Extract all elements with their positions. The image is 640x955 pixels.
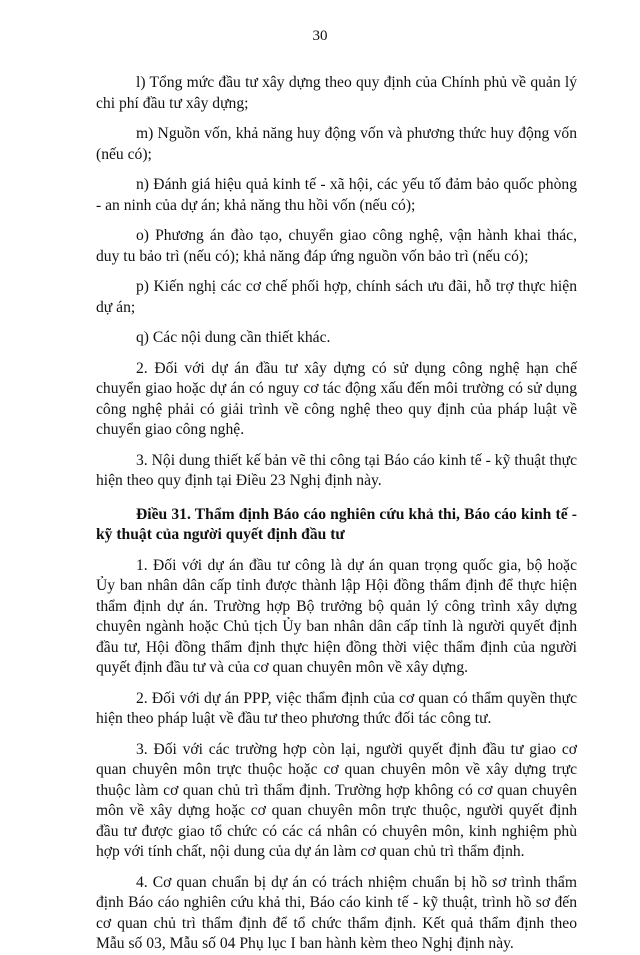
article-31-clause-1: 1. Đối với dự án đầu tư công là dự án quan trọng quốc gia, bộ hoặc Ủy ban nhân dân cấp tỉnh được thành lập Hội đồng thẩm định để thực hiện thẩm định dự án. Trường hợp Bộ trưởng bộ quản lý công trình xây dựng chuyên ngành hoặc Chủ tịch Ủy ban nhân dân cấp tỉnh là người quyết định đầu tư, Hội đồng thẩm định thực hiện đồng thời việc thẩm định của người quyết định đầu tư và của cơ quan chuyên môn về xây dựng. — [96, 556, 577, 676]
paragraph-n: n) Đánh giá hiệu quả kinh tế - xã hội, các yếu tố đảm bảo quốc phòng - an ninh của dự án; khả năng thu hồi vốn (nếu có); — [96, 176, 577, 214]
article-31-clause-2: 2. Đối với dự án PPP, việc thẩm định của cơ quan có thẩm quyền thực hiện theo pháp luật về đầu tư theo phương thức đối tác công tư. — [96, 689, 577, 727]
page-number: 30 — [312, 28, 328, 44]
paragraph-item-3: 3. Nội dung thiết kế bản vẽ thi công tại Báo cáo kinh tế - kỹ thuật thực hiện theo quy định tại Điều 23 Nghị định này. — [96, 451, 577, 489]
paragraph-p: p) Kiến nghị các cơ chế phối hợp, chính sách ưu đãi, hỗ trợ thực hiện dự án; — [96, 278, 577, 316]
paragraph-q: q) Các nội dung cần thiết khác. — [136, 329, 331, 346]
article-31-heading: Điều 31. Thẩm định Báo cáo nghiên cứu khả thi, Báo cáo kinh tế - kỹ thuật của người quyết định đầu tư — [96, 505, 577, 543]
paragraph-o: o) Phương án đào tạo, chuyển giao công nghệ, vận hành khai thác, duy tu bảo trì (nếu có); khả năng đáp ứng nguồn vốn bảo trì (nếu có); — [96, 227, 577, 265]
document-body — [96, 73, 577, 955]
paragraph-m: m) Nguồn vốn, khả năng huy động vốn và phương thức huy động vốn (nếu có); — [96, 125, 577, 163]
article-31-clause-3: 3. Đối với các trường hợp còn lại, người quyết định đầu tư giao cơ quan chuyên môn trực thuộc hoặc cơ quan chuyên môn về xây dựng trực thuộc làm cơ quan chủ trì thẩm định. Trường hợp không có cơ quan chuyên môn về xây dựng hoặc cơ quan chuyên môn trực thuộc, người quyết định đầu tư được giao tổ chức có các cá nhân có chuyên môn, kinh nghiệm phù hợp với tính chất, nội dung của dự án làm cơ quan chủ trì thẩm định. — [96, 740, 577, 860]
paragraph-item-2: 2. Đối với dự án đầu tư xây dựng có sử dụng công nghệ hạn chế chuyển giao hoặc dự án có nguy cơ tác động xấu đến môi trường có sử dụng công nghệ phải có giải trình về công nghệ theo quy định của pháp luật về chuyển giao công nghệ. — [96, 359, 577, 438]
article-31-clause-4: 4. Cơ quan chuẩn bị dự án có trách nhiệm chuẩn bị hồ sơ trình thẩm định Báo cáo nghiên cứu khả thi, Báo cáo kinh tế - kỹ thuật, trình hồ sơ đến cơ quan chủ trì thẩm định để tổ chức thẩm định. Kết quả thẩm định theo Mẫu số 03, Mẫu số 04 Phụ lục I ban hành kèm theo Nghị định này. — [96, 873, 577, 952]
paragraph-l: l) Tổng mức đầu tư xây dựng theo quy định của Chính phủ về quản lý chi phí đầu tư xây dựng; — [96, 74, 577, 112]
